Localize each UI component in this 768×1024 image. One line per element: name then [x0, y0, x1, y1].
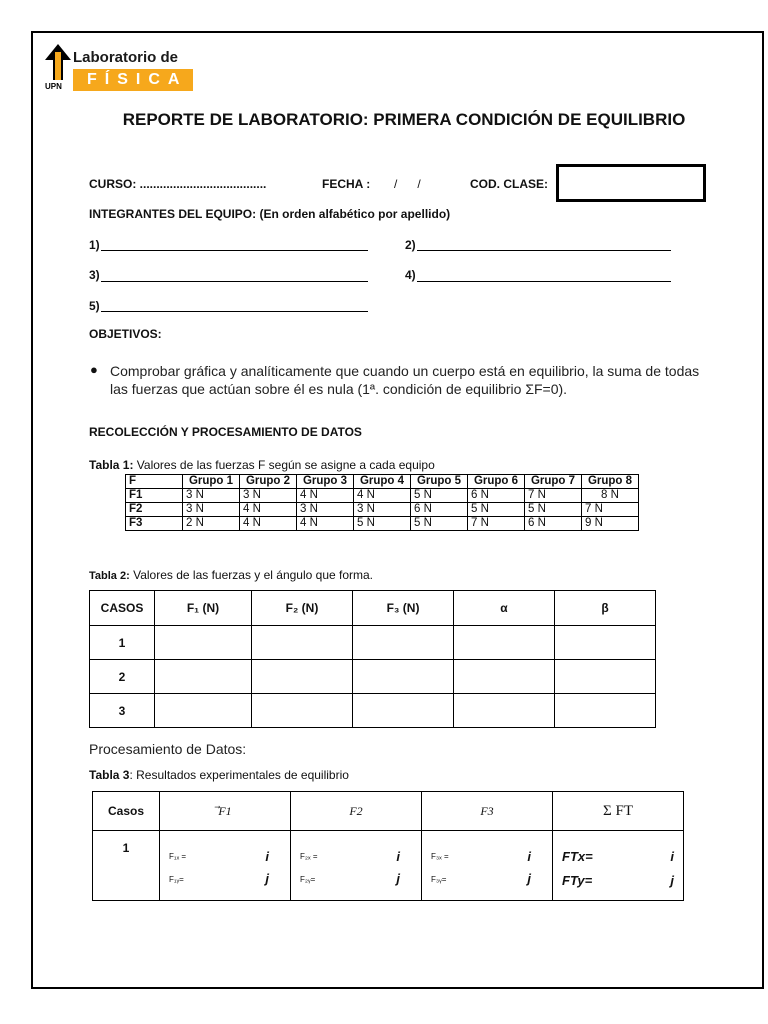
- t2-header: F₃ (N): [353, 591, 454, 626]
- t1-header: Grupo 3: [297, 475, 354, 489]
- t1-cell: 4 N: [297, 517, 354, 531]
- page-title: REPORTE DE LABORATORIO: PRIMERA CONDICIÓN DE EQUILIBRIO: [122, 110, 686, 129]
- unit-i: i: [527, 848, 531, 864]
- team-line-2[interactable]: [417, 250, 671, 251]
- data-section-heading: RECOLECCIÓN Y PROCESAMIENTO DE DATOS: [89, 425, 362, 439]
- t1-cell: 4 N: [240, 517, 297, 531]
- team-line-1[interactable]: [101, 250, 368, 251]
- t3-cell-total[interactable]: [553, 831, 684, 901]
- t2-input-cell[interactable]: [252, 694, 353, 728]
- unit-j: j: [265, 870, 269, 886]
- curso-label: CURSO: ......................................: [89, 177, 267, 191]
- t3-header-f1-text: F1: [218, 803, 232, 818]
- t2-input-cell[interactable]: [454, 660, 555, 694]
- t1-cell: 5 N: [468, 503, 525, 517]
- t1-header: Grupo 8: [582, 475, 639, 489]
- t3-header-f2-text: F2: [349, 803, 363, 818]
- t3-cell-f3[interactable]: [422, 831, 553, 901]
- table-row: [93, 831, 684, 901]
- t1-cell: 8 N: [582, 489, 639, 503]
- logo-line2: FÍSICA: [87, 71, 188, 88]
- f1x-label: F₁ₓ =: [169, 851, 187, 861]
- t1-cell: 5 N: [525, 503, 582, 517]
- t2-header: CASOS: [90, 591, 155, 626]
- t3-header-f3-text: F3: [480, 803, 494, 818]
- f2x-label: F₂ₓ =: [300, 851, 318, 861]
- slot-label-2: 2): [405, 238, 416, 252]
- t1-cell: 7 N: [525, 489, 582, 503]
- unit-i: i: [670, 848, 674, 864]
- team-line-5[interactable]: [101, 311, 368, 312]
- t2-case: 3: [90, 694, 155, 728]
- t2-input-cell[interactable]: [454, 694, 555, 728]
- unit-j: j: [527, 870, 531, 886]
- t3-header-f2: [291, 792, 422, 831]
- logo-line1: Laboratorio de: [73, 49, 179, 66]
- team-line-4[interactable]: [417, 281, 671, 282]
- slot-label-4: 4): [405, 268, 416, 282]
- table-row: [90, 694, 656, 728]
- t1-cell: 7 N: [582, 503, 639, 517]
- t2-input-cell[interactable]: [252, 660, 353, 694]
- t1-header: Grupo 7: [525, 475, 582, 489]
- t3-header-sum-text: Σ FT: [603, 802, 633, 819]
- table-row: [126, 517, 639, 531]
- t1-cell: 6 N: [525, 517, 582, 531]
- ftx-label: FTx=: [562, 848, 593, 864]
- table2-caption: [89, 568, 373, 582]
- table1: [125, 474, 639, 531]
- t2-input-cell[interactable]: [454, 626, 555, 660]
- unit-i: i: [396, 848, 400, 864]
- team-line-3[interactable]: [101, 281, 368, 282]
- t1-header: Grupo 1: [183, 475, 240, 489]
- team-heading: INTEGRANTES DEL EQUIPO: (En orden alfabético por apellido): [89, 207, 451, 221]
- table-row: [126, 503, 639, 517]
- table3-caption-text: : Resultados experimentales de equilibrio: [129, 768, 349, 782]
- t1-cell: 3 N: [183, 489, 240, 503]
- t1-cell: F2: [126, 503, 183, 517]
- t1-cell: 7 N: [468, 517, 525, 531]
- table3-header-row: [93, 792, 684, 831]
- cod-clase-label: COD. CLASE:: [470, 177, 548, 191]
- logo-bar: [73, 69, 193, 91]
- t2-input-cell[interactable]: [353, 660, 454, 694]
- t1-cell: 3 N: [183, 503, 240, 517]
- t1-header: Grupo 2: [240, 475, 297, 489]
- t1-header: F: [126, 475, 183, 489]
- t3-cell-f2[interactable]: [291, 831, 422, 901]
- t2-input-cell[interactable]: [252, 626, 353, 660]
- t2-input-cell[interactable]: [353, 694, 454, 728]
- cod-clase-box[interactable]: [556, 164, 706, 202]
- table-row: [126, 489, 639, 503]
- t1-cell: F3: [126, 517, 183, 531]
- t3-header-casos: Casos: [93, 792, 160, 831]
- t1-cell: 3 N: [354, 503, 411, 517]
- t1-cell: F1: [126, 489, 183, 503]
- bullet-icon: ●: [90, 362, 98, 377]
- t2-header: α: [454, 591, 555, 626]
- t1-header: Grupo 6: [468, 475, 525, 489]
- slot-label-3: 3): [89, 268, 100, 282]
- t3-header-f3: [422, 792, 553, 831]
- t2-input-cell[interactable]: [353, 626, 454, 660]
- logo-badge: UPN: [45, 82, 62, 91]
- t1-cell: 5 N: [411, 517, 468, 531]
- processing-heading: Procesamiento de Datos:: [89, 741, 247, 757]
- t2-header: F₂ (N): [252, 591, 353, 626]
- t3-header-sum: [553, 792, 684, 831]
- t1-header: Grupo 4: [354, 475, 411, 489]
- table3-caption: [89, 768, 349, 782]
- f1y-label: F₁ᵧ=: [169, 874, 184, 884]
- table2: [89, 590, 656, 728]
- table1-caption-bold: Tabla 1:: [89, 458, 134, 472]
- t1-header: Grupo 5: [411, 475, 468, 489]
- t2-header: β: [555, 591, 656, 626]
- t1-cell: 3 N: [297, 503, 354, 517]
- table1-header-row: [126, 475, 639, 489]
- fty-label: FTy=: [562, 872, 593, 888]
- table-row: [90, 660, 656, 694]
- t3-case: 1: [93, 831, 160, 901]
- f3x-label: F₃ₓ =: [431, 851, 449, 861]
- unit-j: j: [396, 870, 400, 886]
- t2-input-cell[interactable]: [155, 626, 252, 660]
- t1-cell: 2 N: [183, 517, 240, 531]
- slot-label-1: 1): [89, 238, 100, 252]
- unit-i: i: [265, 848, 269, 864]
- t1-cell: 6 N: [411, 503, 468, 517]
- t1-cell: 4 N: [354, 489, 411, 503]
- objectives-heading: OBJETIVOS:: [89, 327, 162, 341]
- t1-cell: 5 N: [354, 517, 411, 531]
- table2-caption-bold: Tabla 2:: [89, 570, 130, 582]
- table-row: [90, 626, 656, 660]
- table1-caption-text: Valores de las fuerzas F según se asigne a cada equipo: [133, 458, 435, 472]
- objective-text: Comprobar gráfica y analíticamente que cuando un cuerpo está en equilibrio, la suma de todas las fuerzas que actúan sobre él es nula (1ª. condición de equilibrio ΣF=0).: [110, 363, 700, 397]
- fecha-value[interactable]: / /: [394, 177, 421, 191]
- t2-input-cell[interactable]: [555, 626, 656, 660]
- slot-label-5: 5): [89, 299, 100, 313]
- f3y-label: F₃ᵧ=: [431, 874, 447, 884]
- t3-cell-f1[interactable]: [160, 831, 291, 901]
- t2-header: F₁ (N): [155, 591, 252, 626]
- table3: [92, 791, 684, 901]
- table1-caption: [89, 458, 435, 472]
- t2-case: 1: [90, 626, 155, 660]
- table2-caption-text: Valores de las fuerzas y el ángulo que forma.: [129, 568, 374, 582]
- t2-input-cell[interactable]: [555, 694, 656, 728]
- t2-input-cell[interactable]: [155, 660, 252, 694]
- f2y-label: F₂ᵧ=: [300, 874, 316, 884]
- t3-header-f1: [160, 792, 291, 831]
- t2-case: 2: [90, 660, 155, 694]
- t2-input-cell[interactable]: [555, 660, 656, 694]
- table2-header-row: [90, 591, 656, 626]
- t1-cell: 3 N: [240, 489, 297, 503]
- fecha-label: FECHA :: [322, 177, 371, 191]
- t1-cell: 4 N: [297, 489, 354, 503]
- table3-caption-bold: Tabla 3: [89, 768, 130, 782]
- t1-cell: 5 N: [411, 489, 468, 503]
- t1-cell: 9 N: [582, 517, 639, 531]
- t1-cell: 6 N: [468, 489, 525, 503]
- t1-cell: 4 N: [240, 503, 297, 517]
- t2-input-cell[interactable]: [155, 694, 252, 728]
- unit-j: j: [670, 872, 674, 888]
